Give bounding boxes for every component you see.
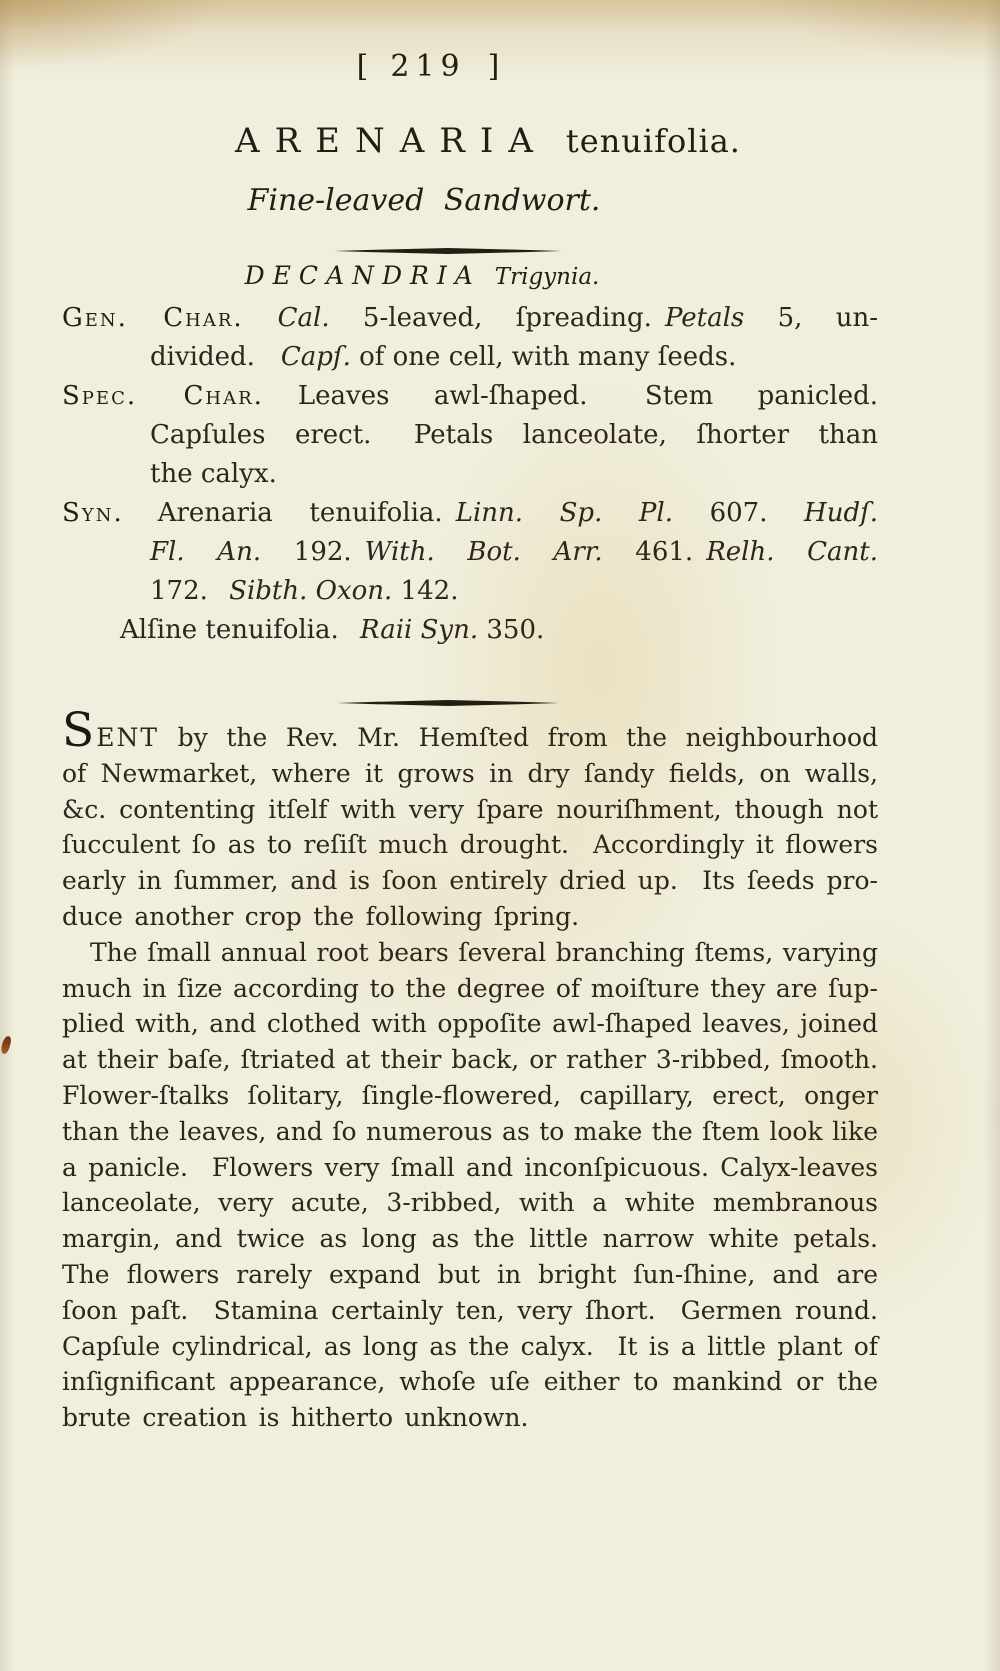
body-line: ſucculent ſo as to reſiſt much drought. Accordingly it flowers xyxy=(62,830,878,860)
classification-line xyxy=(14,263,830,289)
headmatter-text: 142. xyxy=(392,576,459,606)
headmatter-text: 461. xyxy=(602,537,707,567)
page-title xyxy=(80,121,896,161)
swelled-rule-bottom xyxy=(337,700,559,706)
body-line: plied with, and clothed with oppoſite awl-ſhaped leaves, joined xyxy=(62,1009,878,1039)
swelled-rule-top xyxy=(334,248,562,254)
page-content xyxy=(0,49,1000,1436)
body-line: Capſule cylindrical, as long as the calyx. It is a little plant of xyxy=(62,1331,878,1361)
headmatter-text: Relh. Cant. xyxy=(706,537,879,567)
body-line: SENT by the Rev. Mr. Hemſted from the neighbourhood xyxy=(62,703,878,758)
headmatter-text: Hudſ. xyxy=(804,498,878,528)
body-paragraph xyxy=(62,703,878,935)
headmatter-label: Syn. xyxy=(62,498,124,528)
headmatter-text: 192. xyxy=(261,537,365,567)
body-paragraph xyxy=(62,935,878,1436)
headmatter-text: 607. xyxy=(673,498,805,528)
body-line: ſoon paſt. Stamina certainly ten, very ſhort. Germen round. xyxy=(62,1295,878,1325)
headmatter-text: 172. xyxy=(150,576,230,606)
headmatter-line xyxy=(62,494,878,533)
body-line: than the leaves, and ſo numerous as to make the ſtem look like xyxy=(62,1116,878,1146)
body-text-section xyxy=(62,703,878,1436)
linnaean-order: Trigynia. xyxy=(494,264,600,290)
headmatter-line xyxy=(62,611,878,650)
genus-name: ARENARIA xyxy=(235,121,548,161)
headmatter-text: Fl. An. xyxy=(150,537,262,567)
body-line: brute creation is hitherto unknown. xyxy=(62,1403,529,1433)
body-line: duce another crop the following ſpring. xyxy=(62,901,580,931)
headmatter-text: Capſ. xyxy=(280,342,351,372)
page-number-value: 219 xyxy=(390,49,466,84)
species-name: tenuifolia. xyxy=(565,122,741,160)
body-line: early in ſummer, and is ſoon entirely dried up. Its ſeeds pro- xyxy=(62,866,878,896)
headmatter-line xyxy=(62,533,878,572)
headmatter-label: Gen. Char. xyxy=(62,303,244,333)
headmatter-line xyxy=(62,416,878,455)
headmatter-text: of one cell, with many ſeeds. xyxy=(350,342,737,372)
headmatter-text: Petals xyxy=(664,303,745,333)
headmatter-text: the calyx. xyxy=(150,459,277,489)
lead-caps: ENT xyxy=(96,723,160,752)
body-line: at their baſe, ſtriated at their back, or rather 3-ribbed, ſmooth. xyxy=(62,1045,878,1075)
headmatter-text: divided. xyxy=(150,342,281,372)
body-line: &c. contenting itſelf with very ſpare nouriſhment, though not xyxy=(62,794,878,824)
linnaean-class: DECANDRIA xyxy=(244,261,481,290)
body-line: much in ſize according to the degree of moiſture they are ſup- xyxy=(62,973,878,1003)
headmatter-text: Cal. xyxy=(277,303,330,333)
headmatter-section xyxy=(62,299,878,650)
headmatter-line xyxy=(62,299,878,338)
body-line: The flowers rarely expand but in bright ſun-ſhine, and are xyxy=(62,1259,878,1289)
body-line: of Newmarket, where it grows in dry ſandy fields, on walls, xyxy=(62,758,878,788)
body-line: The ſmall annual root bears ſeveral branching ſtems, varying xyxy=(90,937,878,967)
headmatter-line xyxy=(62,338,878,377)
headmatter-text: 350. xyxy=(478,615,545,645)
body-line: margin, and twice as long as the little narrow white petals. xyxy=(62,1224,878,1254)
common-name: Fine-leaved Sandwort. xyxy=(247,183,601,218)
headmatter-text: Arenaria tenuifolia. xyxy=(157,498,456,528)
body-line: a panicle. Flowers very ſmall and inconſpicuous. Calyx-leaves xyxy=(62,1152,878,1182)
page-number xyxy=(20,49,836,84)
body-line: lanceolate, very acute, 3-ribbed, with a white membranous xyxy=(62,1188,878,1218)
page-number-right-bracket: ] xyxy=(487,49,500,84)
headmatter-text: Raii Syn. xyxy=(360,615,479,645)
headmatter-text: Linn. Sp. Pl. xyxy=(455,498,673,528)
headmatter-line xyxy=(62,572,878,611)
page-number-left-bracket: [ xyxy=(356,49,369,84)
body-line: inſignificant appearance, whoſe uſe either to mankind or the xyxy=(62,1367,878,1397)
headmatter-text: Sibth. Oxon. xyxy=(229,576,393,606)
headmatter-text: Alſine tenuifolia. xyxy=(120,615,361,645)
headmatter-text: With. Bot. Arr. xyxy=(364,537,603,567)
headmatter-label: Spec. Char. xyxy=(62,381,264,411)
headmatter-text: 5-leaved, ſpreading. xyxy=(329,303,665,333)
headmatter-text: Capſules erect. Petals lanceolate, ſhorter than xyxy=(150,420,878,450)
headmatter-text: 5, un- xyxy=(744,303,878,333)
headmatter-text: Leaves awl-ſhaped. Stem panicled. xyxy=(297,381,878,411)
headmatter-line xyxy=(62,455,878,494)
body-line: Flower-ſtalks ſolitary, ſingle-flowered, capillary, erect, onger xyxy=(62,1080,878,1110)
headmatter-line xyxy=(62,377,878,416)
